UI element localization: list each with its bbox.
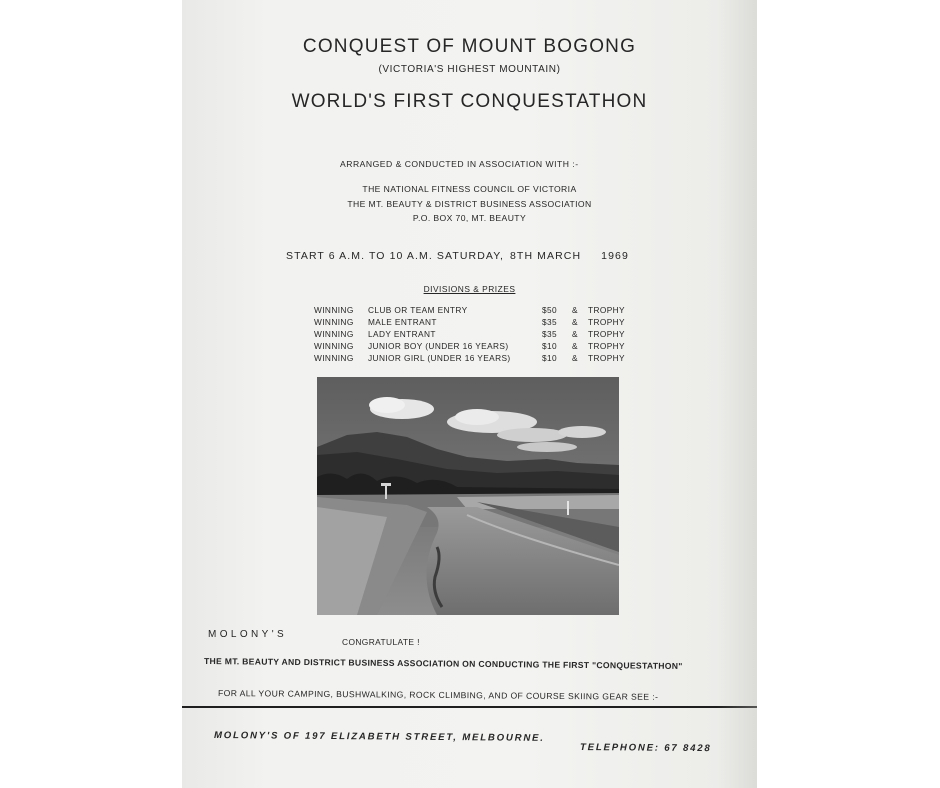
prize-amount: $50 (542, 305, 558, 315)
prize-amount: $10 (542, 353, 558, 363)
mountain-road-photo (317, 377, 619, 615)
prize-word: WINNING (314, 329, 354, 339)
divisions-heading: DIVISIONS & PRIZES (423, 284, 516, 294)
prize-trophy: TROPHY (588, 353, 625, 363)
prize-row (314, 329, 634, 341)
prize-category: JUNIOR BOY (UNDER 16 YEARS) (368, 341, 509, 351)
prize-word: WINNING (314, 317, 354, 327)
prize-category: CLUB OR TEAM ENTRY (368, 305, 468, 315)
association-line: P.O. BOX 70, MT. BEAUTY (412, 213, 527, 223)
address-line: MOLONY'S OF 197 ELIZABETH STREET, MELBOURNE. (213, 730, 545, 744)
event-title: WORLD'S FIRST CONQUESTATHON (291, 91, 648, 112)
divider-rule (182, 706, 757, 708)
start-year: 1969 (601, 250, 629, 262)
prize-word: WINNING (314, 353, 354, 363)
start-time (286, 250, 629, 262)
arranged-intro: ARRANGED & CONDUCTED IN ASSOCIATION WITH :- (340, 159, 579, 169)
prize-trophy: TROPHY (588, 341, 625, 351)
prize-ampersand: & (572, 329, 578, 339)
prize-ampersand: & (572, 341, 578, 351)
prize-category: JUNIOR GIRL (UNDER 16 YEARS) (368, 353, 511, 363)
prize-row (314, 353, 634, 365)
prize-amount: $35 (542, 317, 558, 327)
camping-line: FOR ALL YOUR CAMPING, BUSHWALKING, ROCK CLIMBING, AND OF COURSE SKIING GEAR SEE :- (217, 688, 659, 702)
start-text: START 6 A.M. TO 10 A.M. SATURDAY, (286, 250, 504, 262)
prize-trophy: TROPHY (588, 317, 625, 327)
prize-amount: $10 (542, 341, 558, 351)
page-subtitle: (VICTORIA'S HIGHEST MOUNTAIN) (378, 64, 561, 75)
molony-label: MOLONY'S (208, 629, 288, 640)
association-line: THE NATIONAL FITNESS COUNCIL OF VICTORIA (362, 184, 577, 194)
association-line: THE MT. BEAUTY & DISTRICT BUSINESS ASSOCIATION (347, 199, 592, 209)
start-date: 8TH MARCH (509, 250, 582, 262)
background-left (0, 0, 182, 788)
page-title: CONQUEST OF MOUNT BOGONG (302, 36, 637, 57)
prize-row (314, 317, 634, 329)
prize-ampersand: & (572, 353, 578, 363)
document-page (182, 0, 757, 788)
prize-ampersand: & (572, 317, 578, 327)
prize-category: MALE ENTRANT (368, 317, 437, 327)
prize-amount: $35 (542, 329, 558, 339)
association-congrats-line: THE MT. BEAUTY AND DISTRICT BUSINESS ASSOCIATION ON CONDUCTING THE FIRST "CONQUESTATHON" (203, 656, 683, 672)
background-right (757, 0, 940, 788)
prize-ampersand: & (572, 305, 578, 315)
prize-category: LADY ENTRANT (368, 329, 436, 339)
prize-row (314, 341, 634, 353)
prize-trophy: TROPHY (588, 305, 625, 315)
telephone-line: TELEPHONE: 67 8428 (579, 742, 712, 755)
congratulate-text: CONGRATULATE ! (342, 637, 420, 647)
prize-word: WINNING (314, 341, 354, 351)
prize-word: WINNING (314, 305, 354, 315)
prize-trophy: TROPHY (588, 329, 625, 339)
prize-row (314, 305, 634, 317)
